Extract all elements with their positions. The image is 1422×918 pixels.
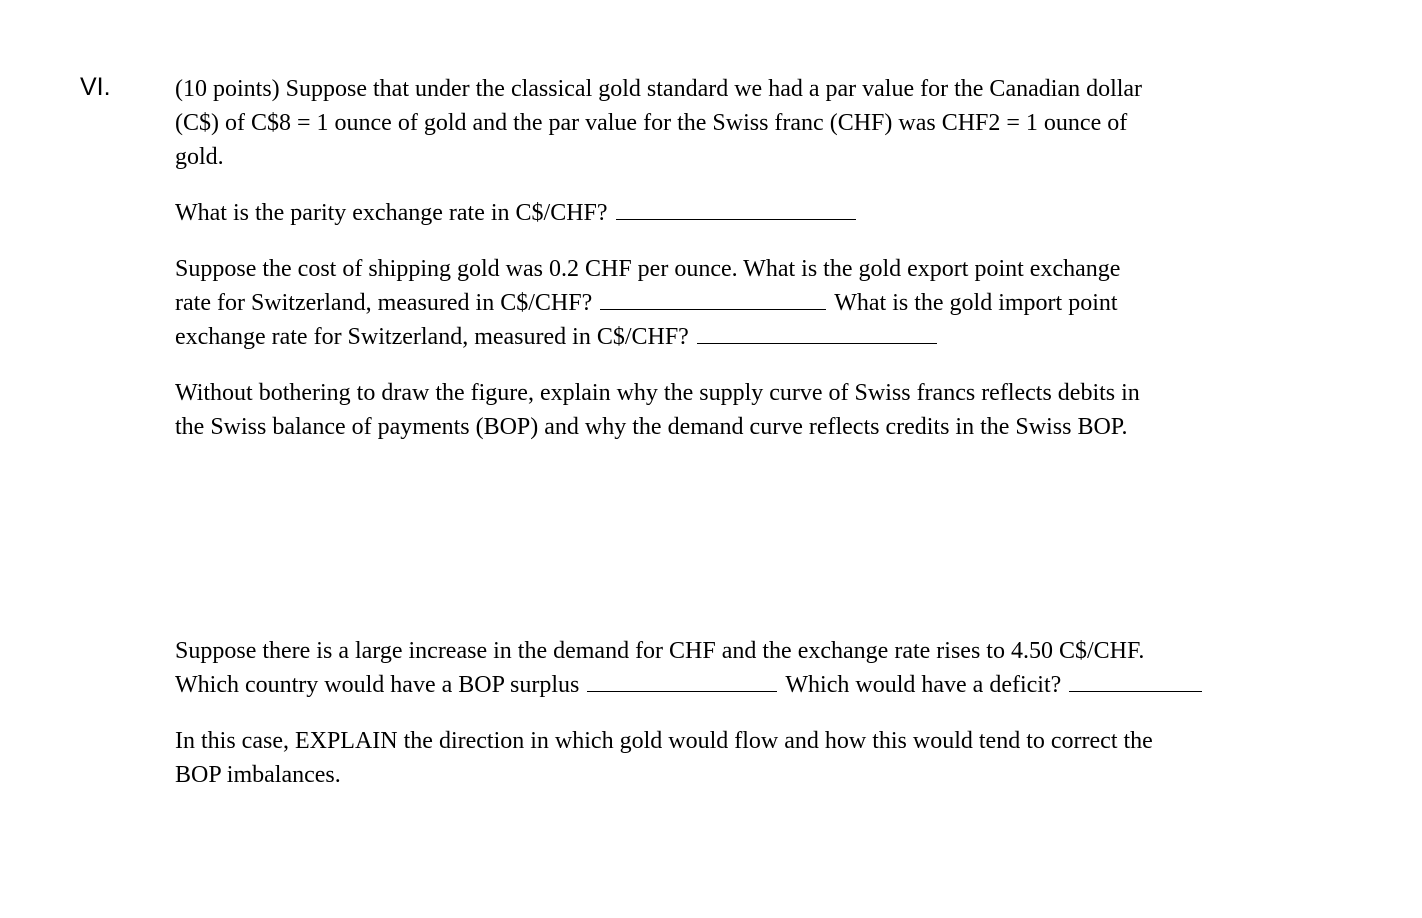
shipping-line-2b: What is the gold import point — [834, 290, 1118, 316]
intro-line-2: (C$) of C$8 = 1 ounce of gold and the par value for the Swiss franc (CHF) was CHF2 = 1 ounce of — [175, 110, 1128, 136]
demand-increase-line-2a: Which country would have a BOP surplus — [175, 672, 580, 698]
parity-question — [175, 196, 1285, 230]
shipping-line-1: Suppose the cost of shipping gold was 0.2 CHF per ounce. What is the gold export point exchange — [175, 256, 1121, 282]
gold-flow-line-1: In this case, EXPLAIN the direction in which gold would flow and how this would tend to correct the — [175, 728, 1153, 754]
parity-question-text: What is the parity exchange rate in C$/CHF? — [175, 200, 608, 226]
intro-line-1: (10 points) Suppose that under the classical gold standard we had a par value for the Canadian dollar — [175, 76, 1143, 102]
import-point-answer-blank[interactable] — [697, 323, 937, 344]
shipping-line-3: exchange rate for Switzerland, measured in C$/CHF? — [175, 324, 689, 350]
gold-flow-paragraph — [175, 724, 1285, 792]
explain-curves-line-2: the Swiss balance of payments (BOP) and why the demand curve reflects credits in the Swiss BOP. — [175, 414, 1128, 440]
parity-answer-blank[interactable] — [616, 199, 856, 220]
question-body — [175, 72, 1285, 792]
explain-curves-paragraph — [175, 376, 1285, 444]
demand-increase-line-1: Suppose there is a large increase in the demand for CHF and the exchange rate rises to 4.50 C$/CHF. — [175, 638, 1145, 664]
export-point-answer-blank[interactable] — [600, 289, 826, 310]
shipping-paragraph — [175, 252, 1285, 354]
section-numeral: VI. — [80, 73, 111, 101]
intro-line-3: gold. — [175, 144, 224, 170]
demand-increase-line-2b: Which would have a deficit? — [785, 672, 1062, 698]
shipping-line-2a: rate for Switzerland, measured in C$/CHF? — [175, 290, 593, 316]
deficit-answer-blank[interactable] — [1069, 671, 1202, 692]
demand-increase-paragraph — [175, 634, 1285, 702]
gold-flow-line-2: BOP imbalances. — [175, 762, 341, 788]
explain-curves-line-1: Without bothering to draw the figure, explain why the supply curve of Swiss francs reflects debits in — [175, 380, 1140, 406]
surplus-answer-blank[interactable] — [587, 671, 777, 692]
intro-paragraph — [175, 72, 1285, 174]
